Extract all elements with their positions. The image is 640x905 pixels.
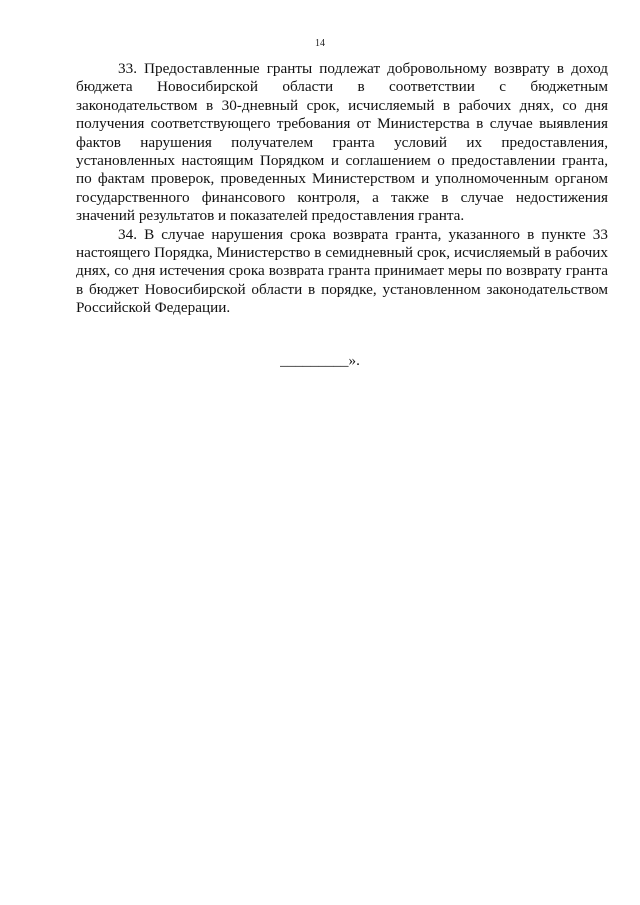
closing-line: _________». [280, 352, 360, 369]
page-number: 14 [315, 38, 325, 49]
paragraph-34: 34. В случае нарушения срока возврата гранта, указанного в пункте 33 настоящего Порядка, Министерство в семидневный срок, исчисляемый в рабочих днях, со дня истечения срока возврата гранта принимает меры по возврату гранта в бюджет Новосибирской области в порядке, установленном законодательством Российской Федерации. [76, 225, 608, 317]
document-body [76, 60, 608, 318]
paragraph-33: 33. Предоставленные гранты подлежат добровольному возврату в доход бюджета Новосибирской области в соответствии с бюджетным законодательством в 30-дневный срок, исчисляемый в рабочих днях, со дня получения соответствующего требования от Министерства в случае выявления фактов нарушения получателем гранта условий их предоставления, установленных настоящим Порядком и соглашением о предоставлении гранта, по фактам проверок, проведенных Министерством и уполномоченным органом государственного финансового контроля, а также в случае недостижения значений результатов и показателей предоставления гранта. [76, 60, 608, 225]
